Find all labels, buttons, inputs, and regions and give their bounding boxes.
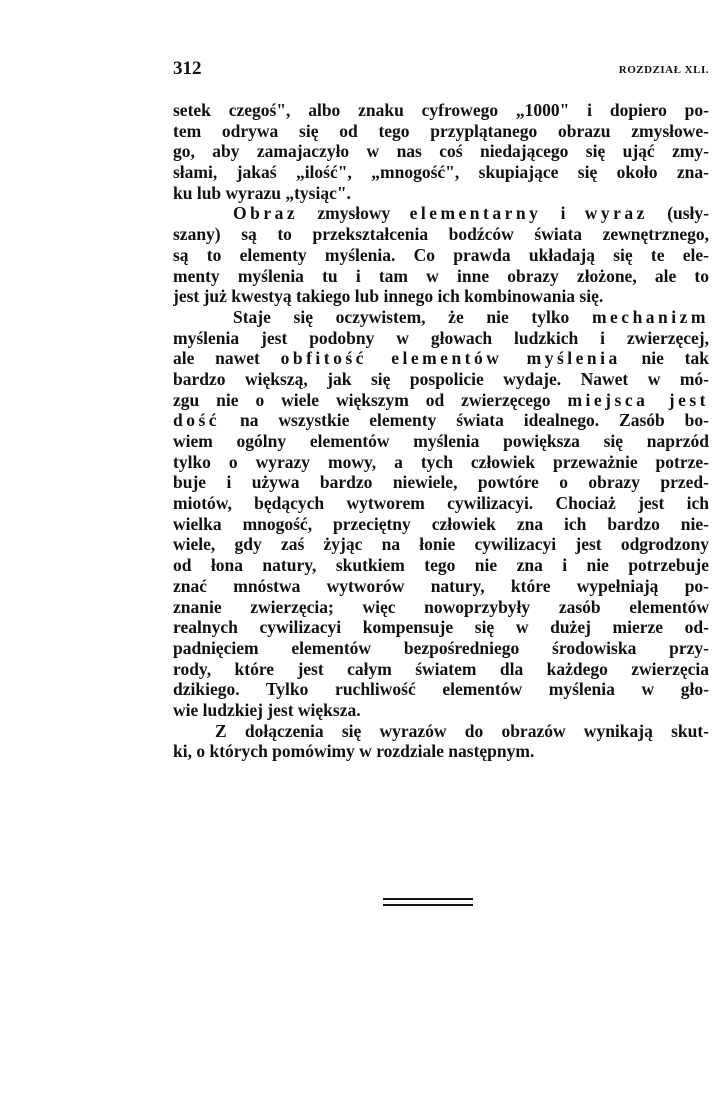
spaced-emphasis: wyraz [584,203,648,224]
text-line: realnych cywilizacyi kompensuje się w dużej mierze od- [173,617,709,638]
text-line: Z dołączenia się wyrazów do obrazów wynikają skut- [215,720,709,741]
text-line: bardzo większą, jak się pospolicie wydaje. Nawet w mó- [173,368,709,389]
spaced-emphasis: miejsca jest [567,389,709,410]
text-span: na wszystkie elementy świata idealnego. Zasób bo- [220,410,709,431]
text-line: wiem ogólny elementów myślenia powiększa się naprzód [173,431,709,451]
text-line: znać mnóstwa wytworów natury, które wypełniają po- [173,575,709,596]
text-span: zgu nie o wiele większym od zwierzęcego [173,389,568,410]
page-header [173,58,709,84]
spaced-emphasis: elementarny [409,203,542,224]
spaced-emphasis: dość [173,410,221,431]
text-span: nie tak [620,348,709,369]
spaced-emphasis: mechanizm [591,306,709,327]
text-span: (usły- [647,203,709,224]
text-line: wielka mnogość, przeciętny człowiek zna ich bardzo nie- [173,513,709,534]
paragraph [173,307,709,721]
paragraph [173,100,709,203]
text-line [173,307,709,328]
text-line [173,390,709,411]
text-line: menty myślenia tu i tam w inne obrazy złożone, ale to [173,265,709,286]
text-line: szany) są to przekształcenia bodźców świata zewnętrznego, [173,224,709,245]
text-line: dzikiego. Tylko ruchliwość elementów myślenia w gło- [173,679,709,700]
paragraph [173,721,709,762]
page-number: 312 [173,58,202,79]
text-line: wie ludzkiej jest większa. [173,699,361,720]
text-line: jest już kwestyą takiego lub innego ich kombinowania się. [173,286,604,307]
text-line: słami, jakaś „ilość", „mnogość", skupiające się około zna- [173,162,709,183]
text-line [173,410,709,431]
text-line: rody, które jest całym światem dla każdego zwierzęcia [173,658,709,679]
running-head: ROZDZIAŁ XLI. [618,64,709,76]
spaced-emphasis: Obraz [233,203,299,224]
text-span: i [541,203,585,224]
text-line: tem odrywa się od tego przyplątanego obrazu zmysłowe- [173,120,709,141]
text-line: wiele, gdy zaś żyjąc na łonie cywilizacyi jest odgrodzony [173,534,709,555]
paragraph [173,203,709,306]
text-line: go, aby zamajaczyło w nas coś niedającego się ująć zmy- [173,141,709,162]
text-line: znanie zwierzęcia; więc nowoprzybyły zasób elementów [173,596,709,617]
body-text [173,100,709,762]
text-line: od łona natury, skutkiem tego nie zna i nie potrzebuje [173,555,709,576]
chapter-end-rule [383,898,473,906]
text-line: są to elementy myślenia. Co prawda układają się te ele- [173,244,709,265]
text-span: Staje się oczywistem, że nie tylko [233,306,592,327]
text-line: ku lub wyrazu „tysiąc". [173,182,351,203]
text-line: miotów, będących wytworem cywilizacyi. Chociaż jest ich [173,493,709,514]
text-span: ale nawet [173,348,281,369]
text-line: setek czegoś", albo znaku cyfrowego „1000" i dopiero po- [173,100,709,120]
text-line: ki, o których pomówimy w rozdziale następnym. [173,741,535,762]
text-span: zmysłowy [298,203,410,224]
text-line: myślenia jest podobny w głowach ludzkich i zwierzęcej, [173,327,709,348]
text-line [173,348,709,369]
text-line: buje i używa bardzo niewiele, powtóre o obrazy przed- [173,472,709,493]
text-line: tylko o wyrazy mowy, a tych człowiek przeważnie potrze- [173,451,709,472]
spaced-emphasis: obfitość elementów myślenia [280,348,621,369]
text-line [173,203,709,224]
text-line: padnięciem elementów bezpośredniego środowiska przy- [173,637,709,658]
